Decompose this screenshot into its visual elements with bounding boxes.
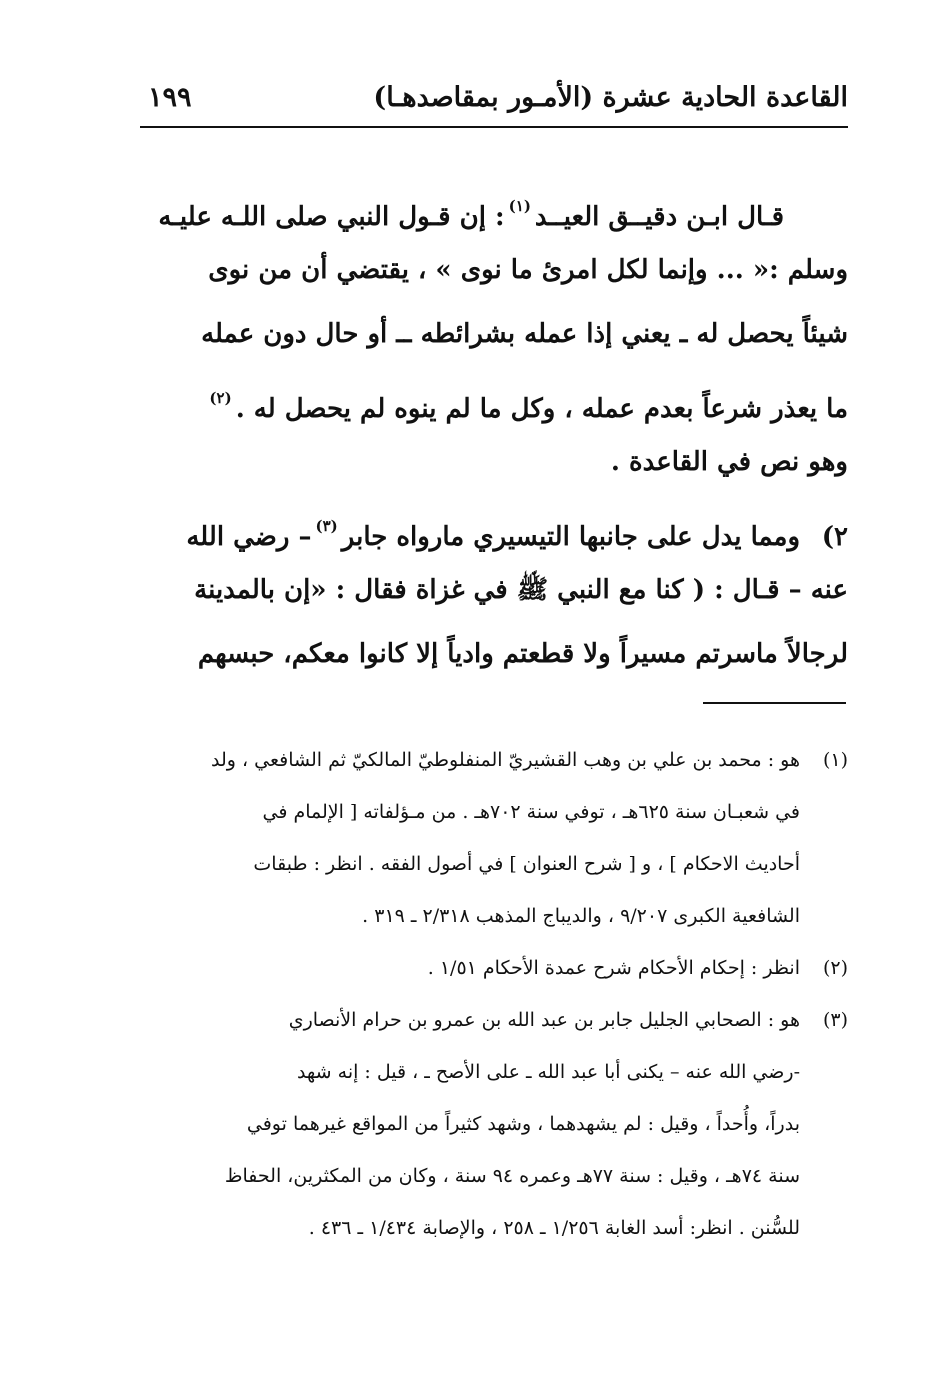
footnote-line: -رضي الله عنه – يكنى أبا عبد الله ـ على الأصح ـ ، قيل : إنه شهد [296,1061,800,1083]
body-line: لرجالاً ماسرتم مسيراً ولا قطعتم وادياً إلا كانوا معكم، حبسهم [197,639,848,669]
header-rule [140,126,848,128]
body-line: وسلم :« ... وإنما لكل امرئ ما نوى » ، يقتضي أن من نوى [208,255,848,285]
main-text [135,174,848,686]
running-header [140,78,848,118]
footnote-line: للسُّنن . انظر: أسد الغابة ١/٢٥٦ ـ ٢٥٨ ، والإصابة ١/٤٣٤ ـ ٤٣٦ . [308,1217,800,1239]
footnote-line: في شعبـان سنة ٦٢٥هـ ، توفي سنة ٧٠٢هـ . من مـؤلفاته [ الإلمام في [262,801,800,823]
page-number: ١٩٩ [148,82,192,113]
footnote-3: (٣)هو : الصحابي الجليل جابر بن عبد الله بن عمرو بن حرام الأنصاري [135,994,848,1046]
body-line: ما يعذر شرعاً بعدم عمله ، وكل ما لم ينوه لم يحصل له .$^{(٢)}$ [135,366,848,430]
body-line: عنه – قـال : ( كنا مع النبي ﷺ في غزاة فقال : «إن بالمدينة [194,575,848,605]
footnote-line: بدراً، وأُحداً ، وقيل : لم يشهدهما ، وشهد كثيراً من المواقع غيرهما توفي [246,1113,800,1135]
footnote-mark[interactable]: (٣) [315,517,338,535]
footnote-mark[interactable]: (٢) [209,389,232,407]
footnote-number: (٣) [822,1009,848,1031]
item-number: ٢) [821,522,848,552]
footnote-1: (١)هو : محمد بن علي بن وهب القشيريّ المنفلوطيّ المالكيّ ثم الشافعي ، ولد [135,734,848,786]
body-line: وهو نص في القاعدة . [610,447,848,477]
list-item-2: ٢)ومما يدل على جانبها التيسيري مارواه جابر$^{(٣)}$– رضي الله [135,494,848,558]
footnote-rule [703,702,846,704]
footnote-line: سنة ٧٤هـ ، وقيل : سنة ٧٧هـ وعمره ٩٤ سنة ، وكان من المكثرين، الحفاظ [224,1165,800,1187]
running-title: القاعدة الحادية عشرة (الأمـور بمقاصدهـا) [373,82,848,113]
body-line: قـال ابـن دقيــق العيــد$^{(١)}$: إن قـول النبي صلى اللـه عليـه [158,197,784,232]
footnote-2: (٢)انظر : إحكام الأحكام شرح عمدة الأحكام ١/٥١ . [135,942,848,994]
footnotes [135,734,848,1254]
body-line: شيئاً يحصل له ـ يعني إذا عمله بشرائطه ــ أو حال دون عمله [201,319,848,349]
footnote-line: أحاديث الاحكام ] ، و [ شرح العنوان ] في أصول الفقه . انظر : طبقات [253,853,800,875]
footnote-mark[interactable]: (١) [508,197,531,215]
footnote-line: الشافعية الكبرى ٩/٢٠٧ ، والديباج المذهب ٢/٣١٨ ـ ٣١٩ . [362,905,800,927]
footnote-number: (١) [822,749,848,771]
footnote-number: (٢) [822,957,848,979]
